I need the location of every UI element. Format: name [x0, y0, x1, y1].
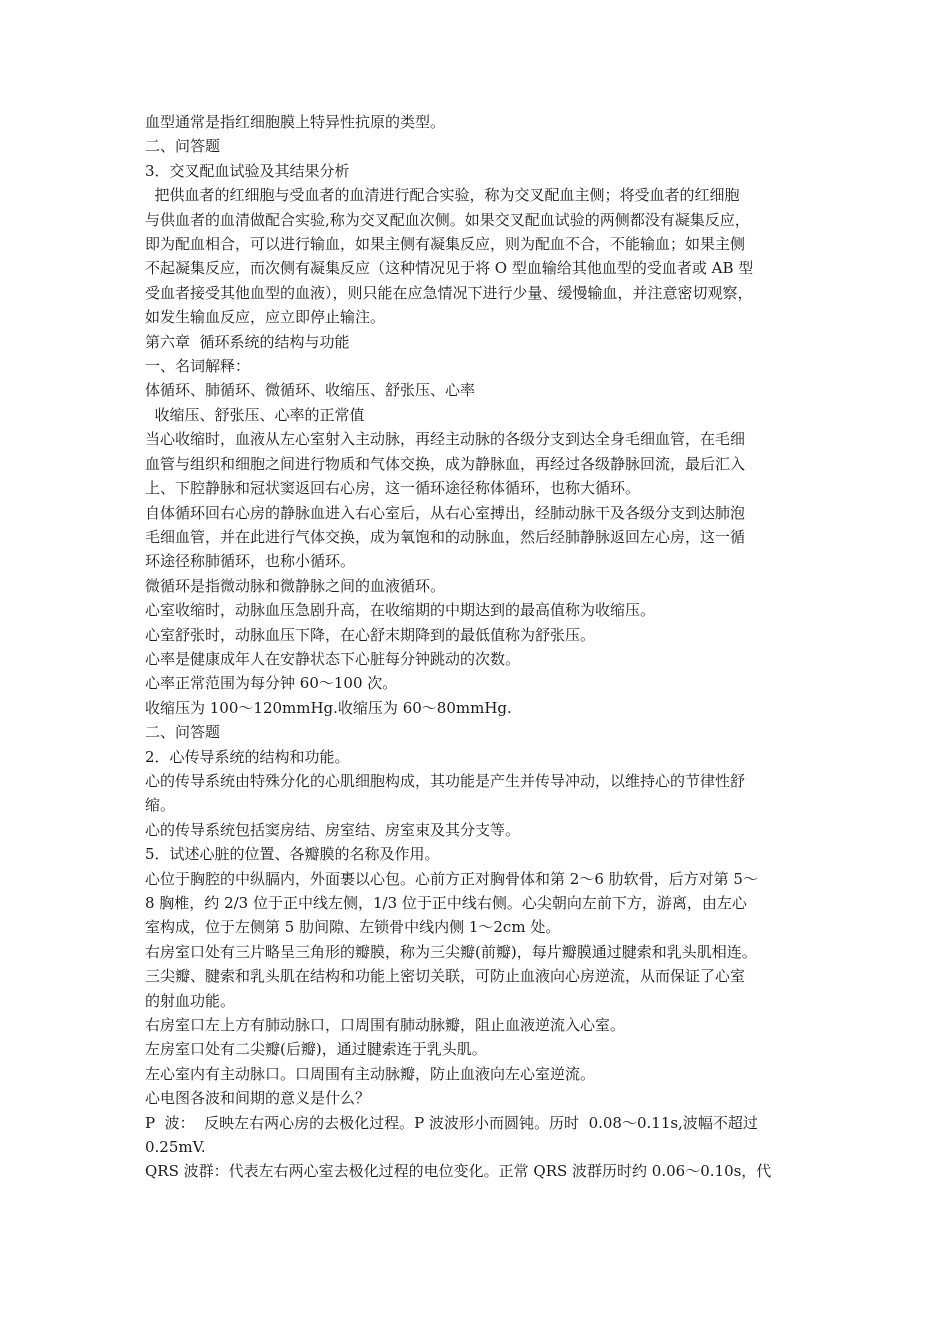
- text-line: 左心室内有主动脉口。口周围有主动脉瓣，防止血液向左心室逆流。: [145, 1064, 596, 1083]
- text-line: QRS 波群：代表左右两心室去极化过程的电位变化。正常 QRS 波群历时约 0.06～0.10s，代: [145, 1162, 772, 1181]
- section-heading: 一、名词解释：: [145, 357, 251, 376]
- text-line: 心的传导系统包括窦房结、房室结、房室束及其分支等。: [145, 820, 521, 839]
- text-line: 自体循环回右心房的静脉血进入右心室后，从右心室搏出，经肺动脉干及各级分支到达肺泡: [145, 503, 746, 522]
- chapter-heading: 第六章 循环系统的结构与功能: [145, 332, 350, 351]
- question-heading: 心电图各波和间期的意义是什么？: [145, 1089, 371, 1108]
- text-line: 收缩压为 100～120mmHg.收缩压为 60～80mmHg.: [145, 698, 512, 717]
- text-line: 受血者接受其他血型的血液），则只能在应急情况下进行少量、缓慢输血，并注意密切观察，: [145, 283, 753, 302]
- text-line: 环途径称肺循环，也称小循环。: [145, 552, 356, 571]
- section-heading: 二、问答题: [145, 137, 221, 156]
- text-line: 右房室口左上方有肺动脉口，口周围有肺动脉瓣，阻止血液逆流入心室。: [145, 1016, 626, 1035]
- text-line: 三尖瓣、腱索和乳头肌在结构和功能上密切关联，可防止血液向心房逆流，从而保证了心室: [145, 967, 746, 986]
- text-line: 缩。: [145, 796, 176, 815]
- document-page: [145, 110, 810, 1184]
- text-line: 的射血功能。: [145, 991, 236, 1010]
- question-heading: 3．交叉配血试验及其结果分析: [145, 161, 350, 180]
- text-line: 0.25mV.: [145, 1138, 206, 1157]
- text-line: 体循环、肺循环、微循环、收缩压、舒张压、心率: [145, 381, 476, 400]
- question-heading: 2．心传导系统的结构和功能。: [145, 747, 350, 766]
- text-line: 微循环是指微动脉和微静脉之间的血液循环。: [145, 576, 446, 595]
- text-line: 心的传导系统由特殊分化的心肌细胞构成，其功能是产生并传导冲动，以维持心的节律性舒: [145, 771, 746, 790]
- text-line: 心率是健康成年人在安静状态下心脏每分钟跳动的次数。: [145, 649, 521, 668]
- text-line: 上、下腔静脉和冠状窦返回右心房，这一循环途径称体循环，也称大循环。: [145, 479, 641, 498]
- text-line: 如发生输血反应，应立即停止输注。: [145, 308, 386, 327]
- text-line: 血型通常是指红细胞膜上特异性抗原的类型。: [145, 113, 446, 131]
- text-line: 心位于胸腔的中纵膈内，外面裹以心包。心前方正对胸骨体和第 2～6 肋软骨，后方对第 5～: [145, 869, 758, 888]
- text-line: 心率正常范围为每分钟 60～100 次。: [145, 674, 398, 693]
- text-line: 左房室口处有二尖瓣(后瓣)，通过腱索连于乳头肌。: [145, 1040, 487, 1059]
- text-line: 血管与组织和细胞之间进行物质和气体交换，成为静脉血，再经过各级静脉回流，最后汇入: [145, 454, 746, 473]
- section-heading: 二、问答题: [145, 723, 221, 742]
- text-line: 即为配血相合，可以进行输血，如果主侧有凝集反应，则为配血不合，不能输血；如果主侧: [145, 235, 746, 254]
- text-line: 8 胸椎，约 2/3 位于正中线左侧，1/3 位于正中线右侧。心尖朝向左前下方，游离，由左心: [145, 894, 747, 912]
- question-heading: 5．试述心脏的位置、各瓣膜的名称及作用。: [145, 845, 440, 864]
- text-line: 不起凝集反应，而次侧有凝集反应（这种情况见于将 O 型血输给其他血型的受血者或 AB 型: [145, 259, 754, 278]
- text-line: 当心收缩时，血液从左心室射入主动脉，再经主动脉的各级分支到达全身毛细血管，在毛细: [145, 430, 746, 449]
- text-line: 室构成，位于左侧第 5 肋间隙、左锁骨中线内侧 1～2cm 处。: [145, 918, 561, 937]
- text-line: 把供血者的红细胞与受血者的血清进行配合实验，称为交叉配血主侧；将受血者的红细胞: [145, 186, 740, 205]
- text-line: 心室舒张时，动脉血压下降，在心舒末期降到的最低值称为舒张压。: [145, 625, 596, 644]
- text-line: 心室收缩时，动脉血压急剧升高，在收缩期的中期达到的最高值称为收缩压。: [145, 601, 656, 620]
- text-line: 毛细血管，并在此进行气体交换，成为氧饱和的动脉血，然后经肺静脉返回左心房，这一循: [145, 527, 746, 546]
- text-line: P 波： 反映左右两心房的去极化过程。P 波波形小而圆钝。历时 0.08～0.11s,波幅不超过: [145, 1113, 758, 1132]
- text-line: 右房室口处有三片略呈三角形的瓣膜，称为三尖瓣(前瓣)，每片瓣膜通过腱索和乳头肌相连。: [145, 942, 757, 961]
- text-line: 收缩压、舒张压、心率的正常值: [145, 405, 365, 424]
- text-line: 与供血者的血清做配合实验,称为交叉配血次侧。如果交叉配血试验的两侧都没有凝集反应，: [145, 210, 750, 229]
